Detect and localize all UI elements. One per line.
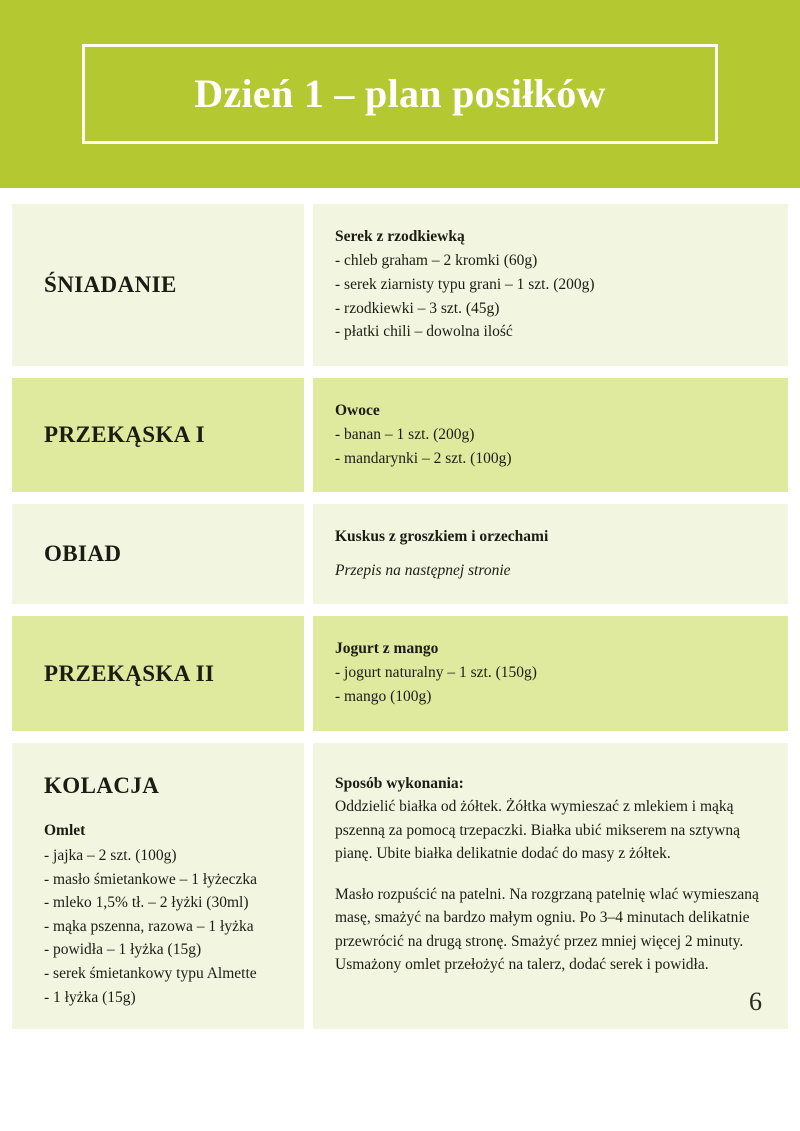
- ingredient-item: - banan – 1 szt. (200g): [335, 426, 475, 444]
- ingredient-item: - serek ziarnisty typu grani – 1 szt. (200g): [335, 276, 595, 294]
- meal-label-cell: [12, 743, 304, 1030]
- ingredient-item: - rzodkiewki – 3 szt. (45g): [335, 299, 500, 317]
- meal-name: PRZEKĄSKA I: [44, 422, 205, 448]
- ingredient-item: - mandarynki – 2 szt. (100g): [335, 449, 512, 467]
- recipe-reference-note: Przepis na następnej stronie: [335, 561, 511, 579]
- ingredient-item: - płatki chili – dowolna ilość: [335, 323, 513, 341]
- header-title-frame: [82, 44, 718, 144]
- meal-row-obiad: [12, 504, 788, 604]
- meal-plan-table: [0, 188, 800, 1029]
- page-header-banner: [0, 0, 800, 188]
- meal-row-sniadanie: [12, 204, 788, 366]
- page-title: Dzień 1 – plan posiłków: [194, 71, 606, 116]
- meal-row-kolacja: [12, 743, 788, 1030]
- meal-name: KOLACJA: [44, 772, 160, 798]
- meal-name: PRZEKĄSKA II: [44, 660, 215, 686]
- ingredient-item: - powidła – 1 łyżka (15g): [44, 941, 202, 959]
- meal-label-cell: [12, 504, 304, 604]
- method-paragraph: Oddzielić białka od żółtek. Żółtka wymieszać z mlekiem i mąką pszenną za pomocą trzepaczki. Białka ubić mikserem na sztywną pianę. Ubite białka delikatnie dodać do masy z żółtek.: [335, 797, 740, 863]
- dish-title: Jogurt z mango: [335, 639, 439, 657]
- meal-label-cell: [12, 378, 304, 493]
- dinner-ingredient-list: [44, 820, 290, 1009]
- page-number: 6: [749, 987, 762, 1017]
- ingredient-item: - mango (100g): [335, 687, 432, 705]
- dish-title: Owoce: [335, 401, 380, 419]
- method-paragraph: Masło rozpuścić na patelni. Na rozgrzaną patelnię wlać wymieszaną masę, smażyć na bardzo małym ogniu. Po 3–4 minutach delikatnie przewrócić na drugą stronę. Smażyć przez mniej więcej 2 minuty. Usmażony omlet przełożyć na talerz, dodać serek i powidła.: [335, 885, 759, 974]
- meal-label-cell: [12, 204, 304, 366]
- method-heading: Sposób wykonania:: [335, 774, 464, 792]
- meal-label-cell: [12, 616, 304, 731]
- dish-title: Serek z rzodkiewką: [335, 228, 465, 245]
- dinner-method-cell: [313, 743, 788, 1030]
- dish-title: Kuskus z groszkiem i orzechami: [335, 528, 549, 546]
- ingredient-item: - jogurt naturalny – 1 szt. (150g): [335, 664, 537, 682]
- meal-row-przekaska-i: [12, 378, 788, 493]
- meal-detail-cell: [313, 616, 788, 731]
- meal-row-przekaska-ii: [12, 616, 788, 731]
- meal-name: ŚNIADANIE: [44, 272, 177, 298]
- ingredient-item: - jajka – 2 szt. (100g): [44, 847, 177, 865]
- dish-title: Omlet: [44, 821, 86, 839]
- ingredient-item: - mleko 1,5% tł. – 2 łyżki (30ml): [44, 894, 249, 912]
- ingredient-item: - masło śmietankowe – 1 łyżeczka: [44, 870, 258, 888]
- meal-detail-cell: [313, 378, 788, 493]
- ingredient-item: - 1 łyżka (15g): [44, 988, 136, 1006]
- meal-detail-cell: [313, 204, 788, 366]
- meal-name: OBIAD: [44, 541, 122, 567]
- ingredient-item: - serek śmietankowy typu Almette: [44, 965, 257, 982]
- meal-detail-cell: [313, 504, 788, 604]
- ingredient-item: - mąka pszenna, razowa – 1 łyżka: [44, 917, 254, 935]
- ingredient-item: - chleb graham – 2 kromki (60g): [335, 252, 538, 270]
